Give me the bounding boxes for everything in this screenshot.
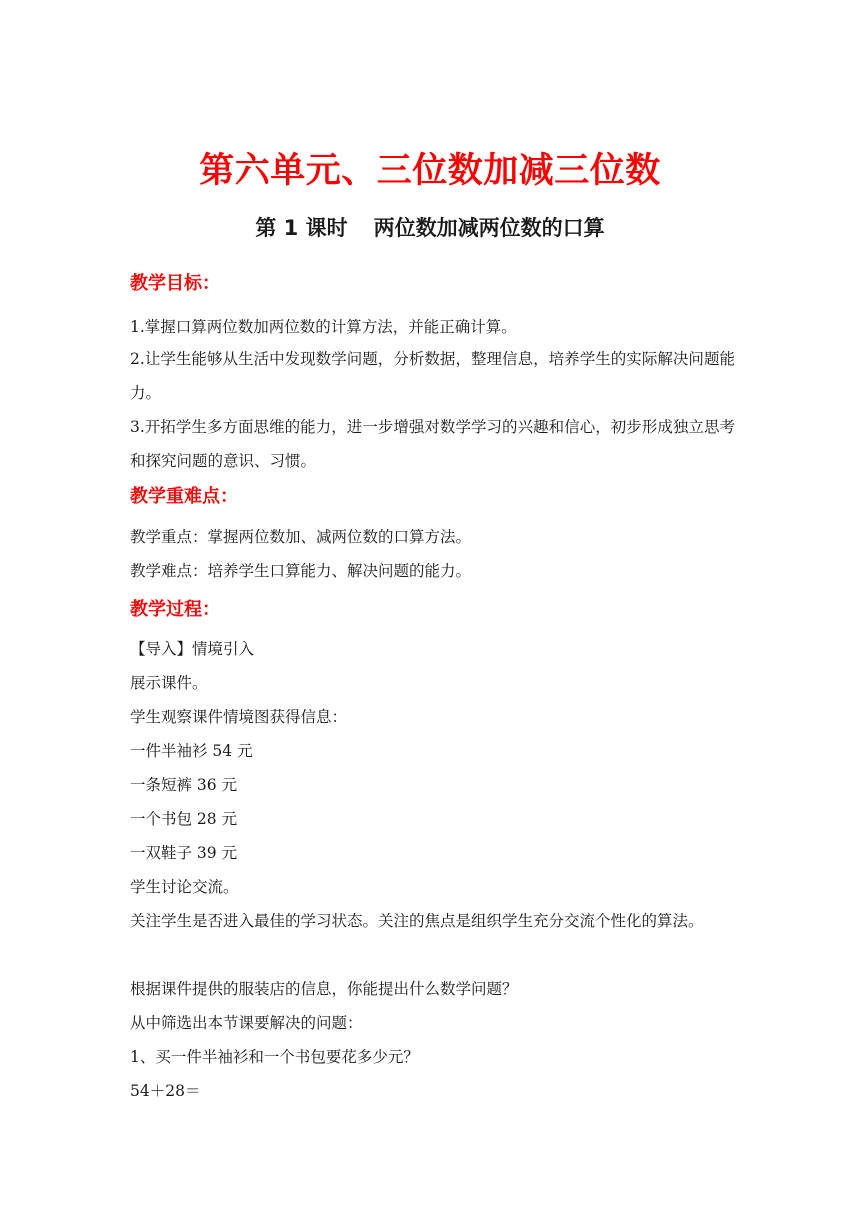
process-line: 展示课件。: [130, 674, 208, 692]
lesson-number: 第 1 课时: [255, 216, 348, 240]
lesson-title: 两位数加减两位数的口算: [373, 216, 605, 240]
process-line: 一双鞋子 39 元: [130, 844, 238, 862]
document-title: 第六单元、三位数加减三位数: [199, 151, 661, 191]
process-line: 1、买一件半袖衫和一个书包要花多少元？: [130, 1048, 419, 1066]
process-line: 学生观察课件情境图获得信息：: [130, 708, 348, 726]
objective-item: 2.让学生能够从生活中发现数学问题，分析数据，整理信息，培养学生的实际解决问题能力。: [130, 350, 735, 402]
process-line: 关注学生是否进入最佳的学习状态。关注的焦点是组织学生充分交流个性化的算法。: [130, 912, 704, 930]
key-point-item: 教学重点：掌握两位数加、减两位数的口算方法。: [130, 528, 472, 546]
key-point-item: 教学难点：培养学生口算能力、解决问题的能力。: [130, 562, 472, 580]
process-line: 根据课件提供的服装店的信息，你能提出什么数学问题？: [130, 980, 518, 998]
lesson-heading: [0, 212, 860, 244]
process-line: 一条短裤 36 元: [130, 776, 238, 794]
process-line: 一件半袖衫 54 元: [130, 742, 253, 760]
objectives-heading: 教学目标：: [130, 273, 220, 294]
objective-item: 1.掌握口算两位数加两位数的计算方法，并能正确计算。: [130, 318, 517, 336]
process-line: 【导入】情境引入: [130, 640, 255, 658]
process-heading: 教学过程：: [130, 599, 220, 620]
process-line: 从中筛选出本节课要解决的问题：: [130, 1014, 363, 1032]
process-line: 学生讨论交流。: [130, 878, 239, 896]
process-line: 54＋28＝: [130, 1082, 201, 1100]
key-points-heading: 教学重难点：: [130, 486, 238, 507]
objective-item: 3.开拓学生多方面思维的能力，进一步增强对数学学习的兴趣和信心，初步形成独立思考和探究问题的意识、习惯。: [130, 418, 735, 470]
process-line: 一个书包 28 元: [130, 810, 238, 828]
